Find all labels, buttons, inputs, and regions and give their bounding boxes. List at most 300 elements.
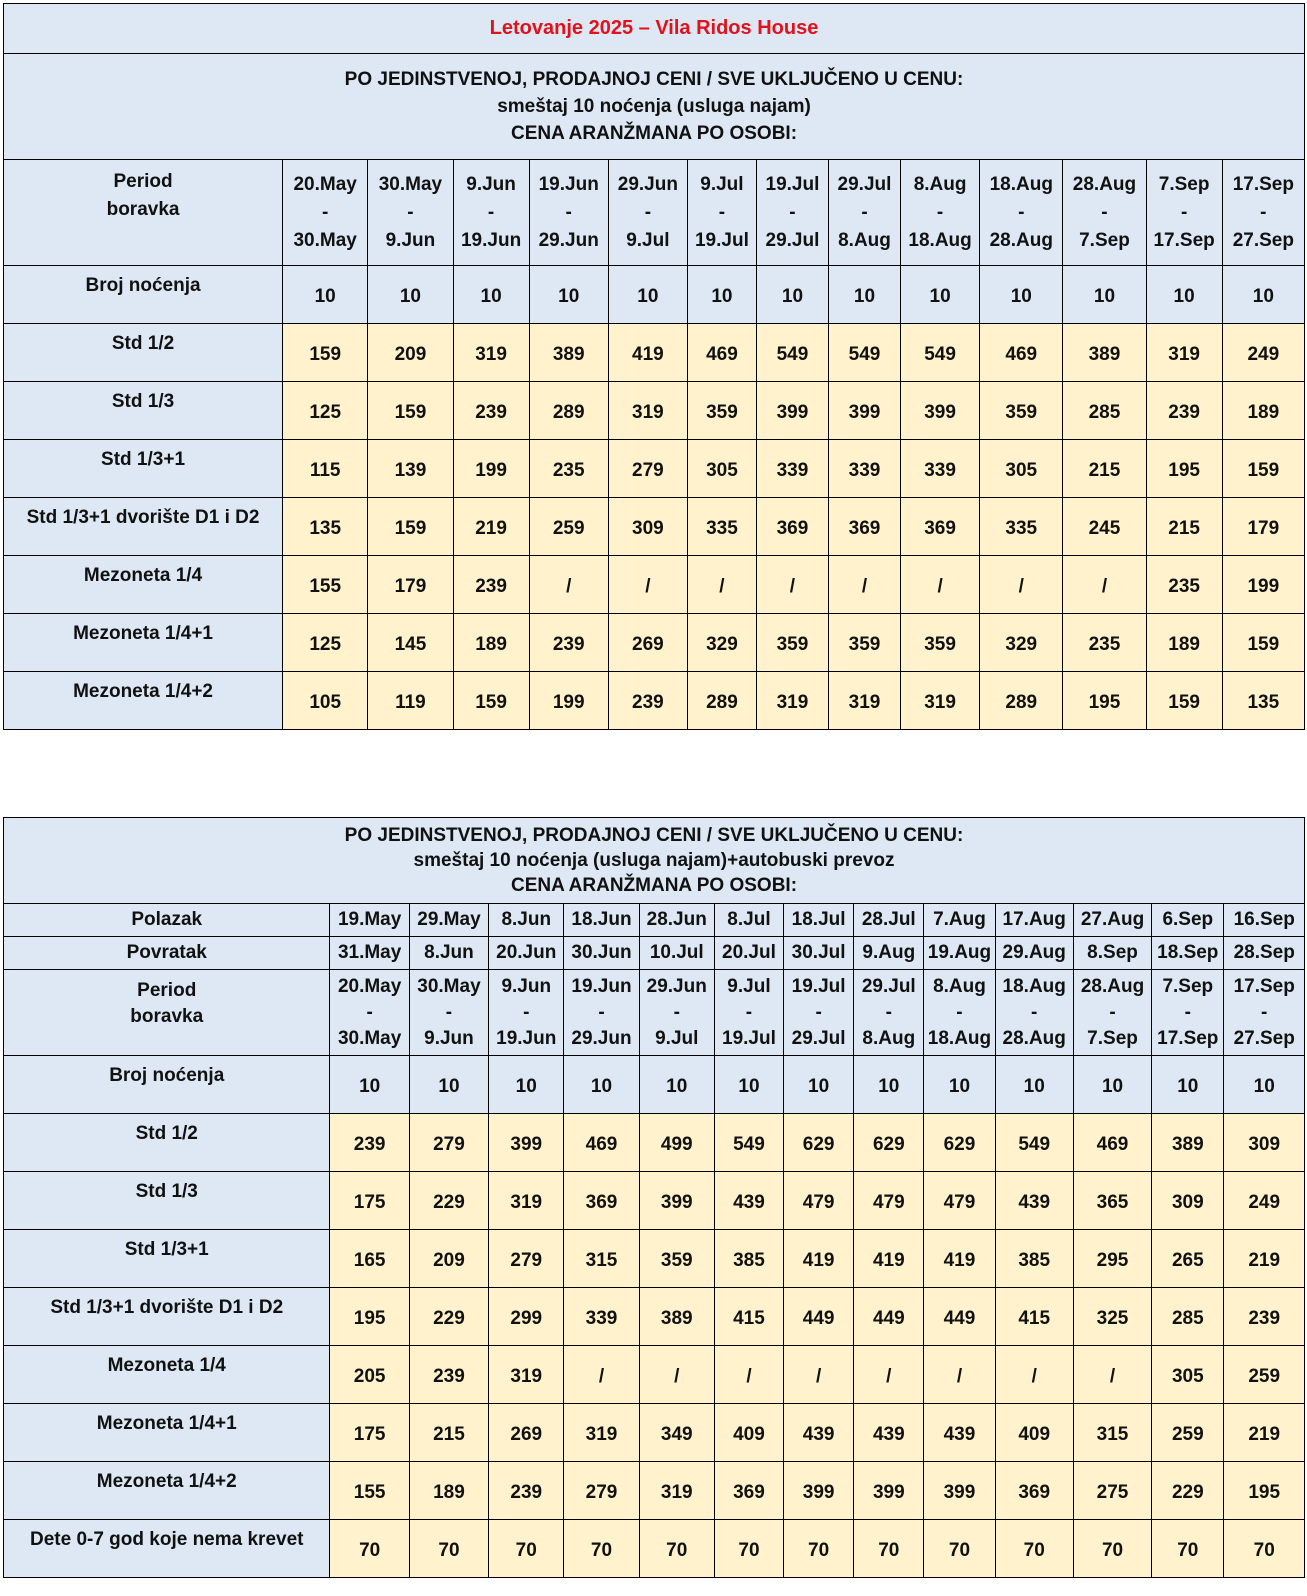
price-row: [4, 440, 1305, 498]
date-cell: 18.Jun: [564, 904, 639, 937]
value-cell: 469: [980, 324, 1063, 382]
value-cell: 439: [714, 1172, 783, 1230]
row-label: Mezoneta 1/4+1: [4, 614, 283, 672]
date-cell: 9.Aug: [854, 937, 924, 970]
row-label: Std 1/3: [4, 382, 283, 440]
date-cell: 28.Sep: [1224, 937, 1305, 970]
header-line: smeštaj 10 noćenja (usluga najam)+autobuski prevoz: [413, 850, 895, 871]
value-cell: 499: [639, 1114, 714, 1172]
value-cell: 319: [489, 1346, 564, 1404]
period-label-line: boravka: [106, 199, 180, 220]
period-to: 18.Aug: [927, 1027, 992, 1049]
value-cell: 449: [854, 1288, 924, 1346]
value-cell: 409: [714, 1404, 783, 1462]
value-cell: 70: [854, 1520, 924, 1578]
date-cell: 29.Aug: [995, 937, 1073, 970]
period-sep: -: [598, 1001, 605, 1023]
price-table-accommodation: [3, 3, 1305, 730]
date-cell: 7.Aug: [924, 904, 995, 937]
value-cell: 549: [714, 1114, 783, 1172]
row-label: Std 1/3+1: [4, 1230, 330, 1288]
value-cell: 159: [1222, 440, 1304, 498]
period-to: 9.Jul: [655, 1027, 699, 1049]
date-cell: 18.Sep: [1152, 937, 1224, 970]
date-cell: 8.Sep: [1073, 937, 1151, 970]
row-label: Polazak: [4, 904, 330, 937]
value-cell: 339: [828, 440, 900, 498]
value-cell: 10: [489, 1056, 564, 1114]
value-cell: 319: [564, 1404, 639, 1462]
value-cell: 195: [1224, 1462, 1305, 1520]
value-cell: 479: [924, 1172, 995, 1230]
value-cell: 115: [283, 440, 368, 498]
value-cell: 339: [901, 440, 980, 498]
value-cell: 439: [924, 1404, 995, 1462]
period-cell: [489, 970, 564, 1056]
value-cell: 399: [756, 382, 828, 440]
period-label-line: Period: [137, 980, 197, 1001]
period-sep: -: [407, 201, 414, 223]
value-cell: 299: [489, 1288, 564, 1346]
date-cell: 8.Jun: [489, 904, 564, 937]
period-cell: [901, 160, 980, 266]
value-cell: 359: [901, 614, 980, 672]
value-cell: 319: [1146, 324, 1222, 382]
value-cell: /: [1063, 556, 1146, 614]
value-cell: 229: [409, 1288, 488, 1346]
value-cell: /: [901, 556, 980, 614]
period-cell: [529, 160, 608, 266]
value-cell: 469: [564, 1114, 639, 1172]
period-cell: [854, 970, 924, 1056]
value-cell: 10: [980, 266, 1063, 324]
period-to: 19.Jul: [694, 229, 749, 251]
value-cell: 549: [901, 324, 980, 382]
value-cell: 189: [1146, 614, 1222, 672]
value-cell: 399: [639, 1172, 714, 1230]
value-cell: 229: [1152, 1462, 1224, 1520]
price-table-with-transport: [3, 817, 1305, 1578]
date-cell: 29.May: [409, 904, 488, 937]
date-cell: 17.Aug: [995, 904, 1073, 937]
value-cell: 469: [687, 324, 756, 382]
price-row: [4, 1114, 1305, 1172]
period-sep: -: [789, 201, 796, 223]
value-cell: 179: [1222, 498, 1304, 556]
value-cell: 285: [1152, 1288, 1224, 1346]
value-cell: /: [784, 1346, 854, 1404]
value-cell: 315: [1073, 1404, 1151, 1462]
value-cell: 439: [784, 1404, 854, 1462]
value-cell: 10: [1146, 266, 1222, 324]
value-cell: 10: [283, 266, 368, 324]
period-sep: -: [885, 1001, 892, 1023]
value-cell: 319: [901, 672, 980, 730]
date-cell: 30.Jul: [784, 937, 854, 970]
period-cell: [687, 160, 756, 266]
value-cell: 10: [409, 1056, 488, 1114]
value-cell: 349: [639, 1404, 714, 1462]
period-to: 9.Jun: [385, 229, 436, 251]
return-row: [4, 937, 1305, 970]
date-cell: 16.Sep: [1224, 904, 1305, 937]
value-cell: 319: [639, 1462, 714, 1520]
date-cell: 19.May: [330, 904, 409, 937]
price-row: [4, 498, 1305, 556]
value-cell: 419: [784, 1230, 854, 1288]
value-cell: 159: [453, 672, 529, 730]
value-cell: 319: [453, 324, 529, 382]
value-cell: /: [1073, 1346, 1151, 1404]
value-cell: 419: [608, 324, 687, 382]
value-cell: 359: [756, 614, 828, 672]
value-cell: 239: [409, 1346, 488, 1404]
period-label-line: boravka: [130, 1006, 204, 1027]
value-cell: /: [714, 1346, 783, 1404]
price-row: [4, 324, 1305, 382]
value-cell: 389: [1063, 324, 1146, 382]
date-cell: 8.Jul: [714, 904, 783, 937]
period-from: 9.Jul: [700, 173, 744, 195]
value-cell: 145: [368, 614, 453, 672]
value-cell: 10: [1073, 1056, 1151, 1114]
value-cell: 629: [924, 1114, 995, 1172]
value-cell: 70: [1152, 1520, 1224, 1578]
value-cell: 245: [1063, 498, 1146, 556]
period-cell: [1222, 160, 1304, 266]
value-cell: 10: [330, 1056, 409, 1114]
period-from: 7.Sep: [1158, 173, 1210, 195]
period-from: 7.Sep: [1162, 975, 1214, 997]
value-cell: 549: [828, 324, 900, 382]
value-cell: 10: [529, 266, 608, 324]
departure-row: [4, 904, 1305, 937]
period-from: 17.Sep: [1233, 975, 1295, 997]
value-cell: 239: [1224, 1288, 1305, 1346]
value-cell: 10: [453, 266, 529, 324]
value-cell: 369: [901, 498, 980, 556]
value-cell: 399: [924, 1462, 995, 1520]
period-sep: -: [1018, 201, 1025, 223]
value-cell: 259: [529, 498, 608, 556]
nights-row: [4, 1056, 1305, 1114]
price-row: [4, 672, 1305, 730]
value-cell: 155: [283, 556, 368, 614]
row-label: Povratak: [4, 937, 330, 970]
value-cell: 335: [687, 498, 756, 556]
period-cell: [409, 970, 488, 1056]
value-cell: 199: [529, 672, 608, 730]
value-cell: 10: [564, 1056, 639, 1114]
period-cell: [330, 970, 409, 1056]
period-to: 19.Jun: [496, 1027, 557, 1049]
period-to: 7.Sep: [1079, 229, 1130, 251]
value-cell: 329: [980, 614, 1063, 672]
value-cell: 369: [828, 498, 900, 556]
value-cell: 159: [1146, 672, 1222, 730]
value-cell: 339: [564, 1288, 639, 1346]
value-cell: 259: [1152, 1404, 1224, 1462]
value-cell: 135: [1222, 672, 1304, 730]
value-cell: 369: [714, 1462, 783, 1520]
date-cell: 30.Jun: [564, 937, 639, 970]
price-row: [4, 1172, 1305, 1230]
value-cell: 219: [1224, 1230, 1305, 1288]
period-to: 9.Jul: [626, 229, 670, 251]
value-cell: 439: [995, 1172, 1073, 1230]
value-cell: 289: [529, 382, 608, 440]
value-cell: 70: [924, 1520, 995, 1578]
value-cell: /: [995, 1346, 1073, 1404]
period-cell: [564, 970, 639, 1056]
value-cell: 235: [529, 440, 608, 498]
period-to: 28.Aug: [1002, 1027, 1066, 1049]
value-cell: 265: [1152, 1230, 1224, 1288]
value-cell: 125: [283, 614, 368, 672]
value-cell: 70: [784, 1520, 854, 1578]
value-cell: 219: [1224, 1404, 1305, 1462]
period-cell: [828, 160, 900, 266]
value-cell: 319: [608, 382, 687, 440]
header-line: CENA ARANŽMANA PO OSOBI:: [510, 875, 798, 896]
value-cell: 369: [564, 1172, 639, 1230]
value-cell: 449: [784, 1288, 854, 1346]
value-cell: 10: [901, 266, 980, 324]
value-cell: /: [687, 556, 756, 614]
period-cell: [756, 160, 828, 266]
value-cell: 359: [639, 1230, 714, 1288]
period-cell: [1152, 970, 1224, 1056]
value-cell: 305: [1152, 1346, 1224, 1404]
period-to: 30.May: [337, 1027, 402, 1049]
period-from: 30.May: [378, 173, 443, 195]
value-cell: 449: [924, 1288, 995, 1346]
value-cell: 125: [283, 382, 368, 440]
period-cell: [639, 970, 714, 1056]
value-cell: 319: [489, 1172, 564, 1230]
period-to: 19.Jun: [460, 229, 522, 251]
value-cell: 385: [995, 1230, 1073, 1288]
date-cell: 20.Jul: [714, 937, 783, 970]
row-label: Std 1/2: [4, 324, 283, 382]
value-cell: 359: [687, 382, 756, 440]
value-cell: 289: [687, 672, 756, 730]
value-cell: 415: [714, 1288, 783, 1346]
header-line: PO JEDINSTVENOJ, PRODAJNOJ CENI / SVE UKLJUČENO U CENU:: [344, 69, 964, 90]
date-cell: 27.Aug: [1073, 904, 1151, 937]
value-cell: 159: [283, 324, 368, 382]
value-cell: 159: [368, 498, 453, 556]
value-cell: 329: [687, 614, 756, 672]
period-cell: [283, 160, 368, 266]
table-header: [4, 818, 1305, 904]
period-to: 29.Jun: [538, 229, 599, 251]
period-from: 19.Jun: [538, 173, 599, 195]
value-cell: 399: [854, 1462, 924, 1520]
period-cell: [1073, 970, 1151, 1056]
row-label: Broj noćenja: [4, 1056, 330, 1114]
date-cell: 20.Jun: [489, 937, 564, 970]
value-cell: 10: [1063, 266, 1146, 324]
value-cell: 315: [564, 1230, 639, 1288]
value-cell: 269: [489, 1404, 564, 1462]
value-cell: 239: [453, 556, 529, 614]
value-cell: 10: [368, 266, 453, 324]
value-cell: 10: [995, 1056, 1073, 1114]
value-cell: /: [854, 1346, 924, 1404]
nights-row: [4, 266, 1305, 324]
value-cell: 305: [687, 440, 756, 498]
value-cell: 139: [368, 440, 453, 498]
value-cell: 205: [330, 1346, 409, 1404]
period-to: 27.Sep: [1232, 229, 1294, 251]
table-title: [4, 4, 1305, 54]
period-sep: -: [718, 201, 726, 223]
period-to: 9.Jun: [424, 1027, 474, 1049]
value-cell: 309: [1152, 1172, 1224, 1230]
value-cell: 369: [756, 498, 828, 556]
row-label: Mezoneta 1/4+2: [4, 672, 283, 730]
price-row: [4, 556, 1305, 614]
price-row: [4, 1520, 1305, 1578]
value-cell: 239: [529, 614, 608, 672]
date-cell: 28.Jun: [639, 904, 714, 937]
period-row: [4, 160, 1305, 266]
value-cell: 549: [995, 1114, 1073, 1172]
period-sep: -: [745, 1001, 753, 1023]
period-row: [4, 970, 1305, 1056]
value-cell: 259: [1224, 1346, 1305, 1404]
period-cell: [1146, 160, 1222, 266]
period-cell: [1224, 970, 1305, 1056]
value-cell: 319: [756, 672, 828, 730]
period-sep: -: [644, 201, 652, 223]
period-to: 18.Aug: [908, 229, 972, 251]
period-cell: [980, 160, 1063, 266]
period-label-line: Period: [113, 171, 173, 192]
value-cell: 189: [453, 614, 529, 672]
value-cell: 219: [453, 498, 529, 556]
value-cell: 325: [1073, 1288, 1151, 1346]
period-from: 9.Jun: [501, 975, 552, 997]
period-sep: -: [366, 1001, 373, 1023]
period-sep: -: [1184, 1001, 1191, 1023]
header-line: CENA ARANŽMANA PO OSOBI:: [510, 123, 798, 144]
value-cell: 305: [980, 440, 1063, 498]
period-from: 9.Jul: [727, 975, 771, 997]
row-label: Std 1/2: [4, 1114, 330, 1172]
period-from: 28.Aug: [1080, 975, 1145, 997]
value-cell: 10: [1224, 1056, 1305, 1114]
period-sep: -: [1101, 201, 1108, 223]
period-from: 30.May: [417, 975, 481, 997]
value-cell: 70: [330, 1520, 409, 1578]
period-from: 9.Jun: [466, 173, 516, 195]
date-cell: 19.Aug: [924, 937, 995, 970]
value-cell: 195: [1146, 440, 1222, 498]
date-cell: 31.May: [330, 937, 409, 970]
price-row: [4, 382, 1305, 440]
value-cell: 285: [1063, 382, 1146, 440]
value-cell: 199: [1222, 556, 1304, 614]
value-cell: 479: [854, 1172, 924, 1230]
value-cell: 279: [409, 1114, 488, 1172]
value-cell: 389: [639, 1288, 714, 1346]
period-from: 8.Aug: [913, 173, 967, 195]
row-label: Std 1/3+1 dvorište D1 i D2: [4, 498, 283, 556]
value-cell: 239: [489, 1462, 564, 1520]
period-sep: -: [1180, 201, 1188, 223]
period-cell: [784, 970, 854, 1056]
period-to: 27.Sep: [1233, 1027, 1295, 1049]
value-cell: 479: [784, 1172, 854, 1230]
period-sep: -: [1031, 1001, 1038, 1023]
value-cell: 235: [1063, 614, 1146, 672]
value-cell: 10: [784, 1056, 854, 1114]
period-from: 28.Aug: [1072, 173, 1137, 195]
date-cell: 18.Jul: [784, 904, 854, 937]
period-to: 17.Sep: [1153, 229, 1215, 251]
period-cell: [995, 970, 1073, 1056]
value-cell: 389: [529, 324, 608, 382]
value-cell: 365: [1073, 1172, 1151, 1230]
table-header: [4, 54, 1305, 160]
value-cell: 439: [854, 1404, 924, 1462]
period-from: 19.Jul: [765, 173, 820, 195]
value-cell: 159: [1222, 614, 1304, 672]
value-cell: 399: [489, 1114, 564, 1172]
period-from: 20.May: [337, 975, 402, 997]
period-from: 19.Jul: [791, 975, 846, 997]
value-cell: 415: [995, 1288, 1073, 1346]
value-cell: 419: [924, 1230, 995, 1288]
period-sep: -: [565, 201, 572, 223]
value-cell: 70: [489, 1520, 564, 1578]
value-cell: 105: [283, 672, 368, 730]
period-to: 28.Aug: [989, 229, 1053, 251]
period-from: 18.Aug: [989, 173, 1053, 195]
value-cell: 70: [639, 1520, 714, 1578]
row-label: Dete 0-7 god koje nema krevet: [4, 1520, 330, 1578]
period-sep: -: [1109, 1001, 1116, 1023]
period-sep: -: [815, 1001, 822, 1023]
value-cell: 70: [1073, 1520, 1151, 1578]
value-cell: 195: [1063, 672, 1146, 730]
value-cell: 309: [608, 498, 687, 556]
period-cell: [714, 970, 783, 1056]
price-row: [4, 1462, 1305, 1520]
value-cell: 469: [1073, 1114, 1151, 1172]
value-cell: 249: [1222, 324, 1304, 382]
period-sep: -: [861, 201, 868, 223]
value-cell: 399: [784, 1462, 854, 1520]
value-cell: 70: [995, 1520, 1073, 1578]
row-label: Std 1/3: [4, 1172, 330, 1230]
row-label: Std 1/3+1: [4, 440, 283, 498]
value-cell: 165: [330, 1230, 409, 1288]
period-sep: -: [1260, 201, 1267, 223]
value-cell: 239: [453, 382, 529, 440]
value-cell: 10: [854, 1056, 924, 1114]
period-from: 29.Jun: [617, 173, 678, 195]
value-cell: /: [980, 556, 1063, 614]
value-cell: 385: [714, 1230, 783, 1288]
period-from: 29.Jun: [646, 975, 707, 997]
period-sep: -: [523, 1001, 530, 1023]
value-cell: 70: [564, 1520, 639, 1578]
period-cell: [368, 160, 453, 266]
value-cell: /: [828, 556, 900, 614]
